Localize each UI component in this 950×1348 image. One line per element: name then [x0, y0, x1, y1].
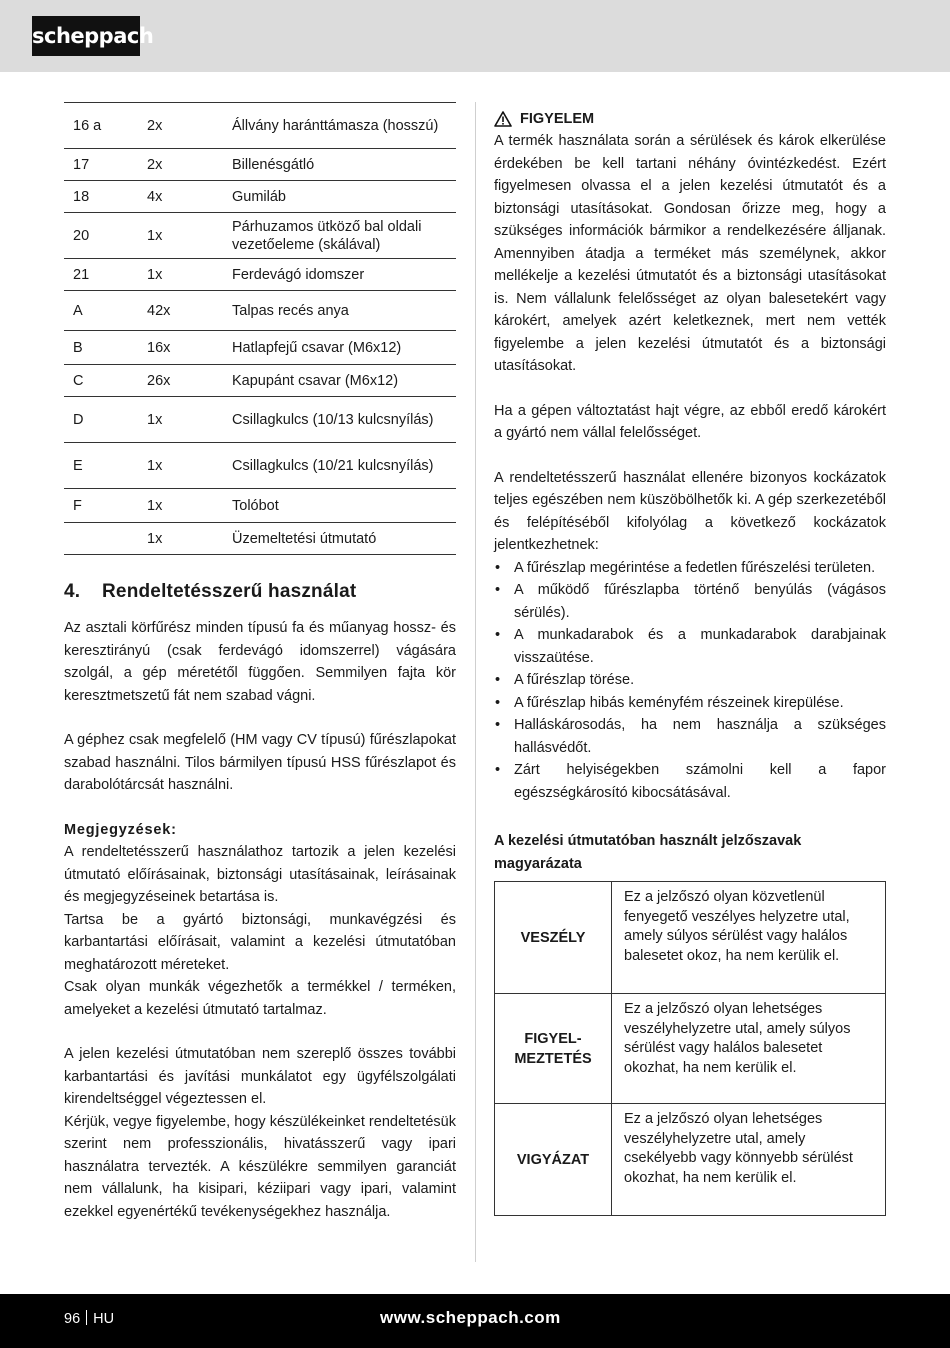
part-quantity: 1x: [138, 443, 224, 489]
parts-row: [64, 397, 456, 443]
risk-item: • A működő fűrészlapba történő benyúlás (vágásos sérülés).: [494, 579, 886, 624]
section-heading: [64, 581, 456, 603]
part-name: Tolóbot: [224, 489, 456, 523]
note-3: Csak olyan munkák végezhetők a termékkel / terméken, amelyeket a kezelési útmutató tartalmaz.: [64, 979, 456, 1018]
signal-description: Ez a jelzőszó olyan lehetséges veszélyhelyzetre utal, amely súlyos sérülést vagy halálos balesetet okozhat, ha nem kerülik el.: [612, 994, 886, 1104]
part-name: Csillagkulcs (10/13 kulcsnyílás): [224, 397, 456, 443]
part-name: Ferdevágó idomszer: [224, 259, 456, 291]
part-quantity: 1x: [138, 489, 224, 523]
risk-item: • A fűrészlap törése.: [494, 669, 886, 692]
part-name: Billenésgátló: [224, 149, 456, 181]
part-quantity: 16x: [138, 331, 224, 365]
signal-description: Ez a jelzőszó olyan lehetséges veszélyhelyzetre utal, amely csekélyebb vagy könnyebb sérülést okozhat, ha nem kerülik el.: [612, 1104, 886, 1216]
attention-title: FIGYELEM: [520, 111, 595, 127]
signal-row: [495, 1104, 886, 1216]
part-id: D: [64, 397, 138, 443]
signal-description: Ez a jelzőszó olyan közvetlenül fenyegető veszélyes helyzetre utal, amely súlyos sérülést vagy halálos balesetet okoz, ha nem kerülik el.: [612, 882, 886, 994]
part-name: Gumiláb: [224, 181, 456, 213]
attention-text: A termék használata során a sérülések és károk elkerülése érdekében be kell tartani néhány óvintézkedést. Ezért figyelmesen olvassa el a jelen kezelési útmutatót és a biztonsági utasításokat. Gondosan őrizze meg, hogy a szükséges információk bármikor a rendelkezésére álljanak. Amennyiben átadja a terméket más személynek, akkor mellékelje a kezelési útmutatót és a biztonsági utasításokat is. Nem vállalunk felelősséget az olyan balesetekért vagy károkért, amelyek azért keletkeznek, mert nem vették figyelembe a jelen kezelési útmutatót és a biztonsági utasításokat.: [494, 133, 886, 374]
parts-row: [64, 181, 456, 213]
section-number: 4.: [64, 581, 81, 602]
parts-row: [64, 149, 456, 181]
part-name: Talpas recés anya: [224, 291, 456, 331]
note-1: A rendeltetésszerű használathoz tartozik a jelen kezelési útmutató előírásainak, biztonsági utasításainak, leírásainak és megjegyzéseinek betartása is.: [64, 844, 456, 905]
parts-row: [64, 291, 456, 331]
part-name: Párhuzamos ütköző bal oldali vezetőeleme (skálával): [224, 213, 456, 259]
part-name: Hatlapfejű csavar (M6x12): [224, 331, 456, 365]
warranty-paragraph: Kérjük, vegye figyelembe, hogy készülékeinket rendeltetésük szerint nem professzionális, hivatásszerű vagy ipari használatra tervezték. A készülékre semmilyen garanciát nem vállalunk, ha kisipari, kéziipari vagy ipari, valamint ezekkel egyenértékű tevékenységekhez használja.: [64, 1113, 456, 1220]
page-separator: [86, 1310, 87, 1325]
parts-table: [64, 102, 456, 555]
risk-item: • Zárt helyiségekben számolni kell a fapor egészségkárosító kibocsátásával.: [494, 759, 886, 804]
part-quantity: 2x: [138, 149, 224, 181]
intended-use-paragraph: Az asztali körfűrész minden típusú fa és műanyag hossz- és keresztirányú (csak ferdevágó idomszerrel) vágására szolgál, a gép méretétől függően. Semmilyen fajta kör keresztmetszetű fát nem szabad vágni.: [64, 620, 456, 704]
column-divider: [475, 102, 476, 1262]
part-name: Csillagkulcs (10/21 kulcsnyílás): [224, 443, 456, 489]
part-quantity: 26x: [138, 365, 224, 397]
signal-word: VIGYÁZAT: [495, 1104, 612, 1216]
notes-heading: Megjegyzések:: [64, 821, 177, 838]
risk-list: [494, 557, 886, 805]
part-quantity: 1x: [138, 213, 224, 259]
parts-row: [64, 103, 456, 149]
part-name: Üzemeltetési útmutató: [224, 523, 456, 555]
signal-word: FIGYEL- MEZTETÉS: [495, 994, 612, 1104]
parts-row: [64, 331, 456, 365]
risk-item: • Halláskárosodás, ha nem használja a szükséges hallásvédőt.: [494, 714, 886, 759]
parts-row: [64, 365, 456, 397]
part-id: F: [64, 489, 138, 523]
part-quantity: 1x: [138, 523, 224, 555]
website-url: www.scheppach.com: [380, 1308, 561, 1327]
signal-words-table: [494, 881, 886, 1216]
part-id: [64, 523, 138, 555]
part-id: 21: [64, 259, 138, 291]
part-id: 18: [64, 181, 138, 213]
logo-text: scheppach: [32, 24, 154, 48]
risk-item: • A fűrészlap hibás keményfém részeinek kirepülése.: [494, 692, 886, 715]
part-quantity: 1x: [138, 397, 224, 443]
part-id: 16 a: [64, 103, 138, 149]
part-quantity: 1x: [138, 259, 224, 291]
warning-triangle-icon: [494, 111, 512, 127]
parts-row: [64, 259, 456, 291]
modification-paragraph: Ha a gépen változtatást hajt végre, az ebből eredő károkért a gyártó nem vállal felelősséget.: [494, 402, 886, 441]
parts-row: [64, 443, 456, 489]
note-2: Tartsa be a gyártó biztonsági, munkavégzési és karbantartási előírásait, valamint a kezelési útmutatóban meghatározott méreteket.: [64, 911, 456, 973]
service-paragraph: A jelen kezelési útmutatóban nem szereplő összes további karbantartási és javítási munkálatot egy ügyfélszolgálati kirendeltséggel végeztessen el.: [64, 1046, 456, 1107]
signal-row: [495, 882, 886, 994]
signal-word: VESZÉLY: [495, 882, 612, 994]
part-id: E: [64, 443, 138, 489]
page-header: [0, 0, 950, 72]
left-column: [64, 102, 456, 1223]
residual-risk-paragraph: A rendeltetésszerű használat ellenére bizonyos kockázatok teljes egészében nem küszöbölhetők ki. A gép szerkezetéből és felépítéséből kifolyólag a következő kockázatok jelentkezhetnek:: [494, 469, 886, 553]
sawblade-paragraph: A géphez csak megfelelő (HM vagy CV típusú) fűrészlapokat szabad használni. Tilos bármilyen típusú HSS fűrészlapot és darabolótárcsát használni.: [64, 732, 456, 793]
page-number-block: [64, 1310, 114, 1327]
right-column: [494, 102, 886, 1216]
part-id: 17: [64, 149, 138, 181]
part-quantity: 2x: [138, 103, 224, 149]
scheppach-logo: [32, 16, 154, 56]
part-quantity: 42x: [138, 291, 224, 331]
part-id: A: [64, 291, 138, 331]
part-name: Kapupánt csavar (M6x12): [224, 365, 456, 397]
page-footer: [0, 1294, 950, 1348]
language-code: HU: [93, 1311, 115, 1327]
part-name: Állvány haránttámasza (hosszú): [224, 103, 456, 149]
page-number: 96: [64, 1311, 81, 1327]
part-quantity: 4x: [138, 181, 224, 213]
parts-row: [64, 213, 456, 259]
risk-item: • A fűrészlap megérintése a fedetlen fűrészelési területen.: [494, 557, 886, 580]
section-title: Rendeltetésszerű használat: [102, 581, 357, 602]
part-id: B: [64, 331, 138, 365]
signal-words-heading: A kezelési útmutatóban használt jelzőszavak magyarázata: [494, 833, 802, 872]
parts-row: [64, 489, 456, 523]
risk-item: • A munkadarabok és a munkadarabok darabjainak visszaütése.: [494, 624, 886, 669]
parts-row: [64, 523, 456, 555]
signal-row: [495, 994, 886, 1104]
attention-heading: [494, 108, 886, 130]
part-id: 20: [64, 213, 138, 259]
part-id: C: [64, 365, 138, 397]
